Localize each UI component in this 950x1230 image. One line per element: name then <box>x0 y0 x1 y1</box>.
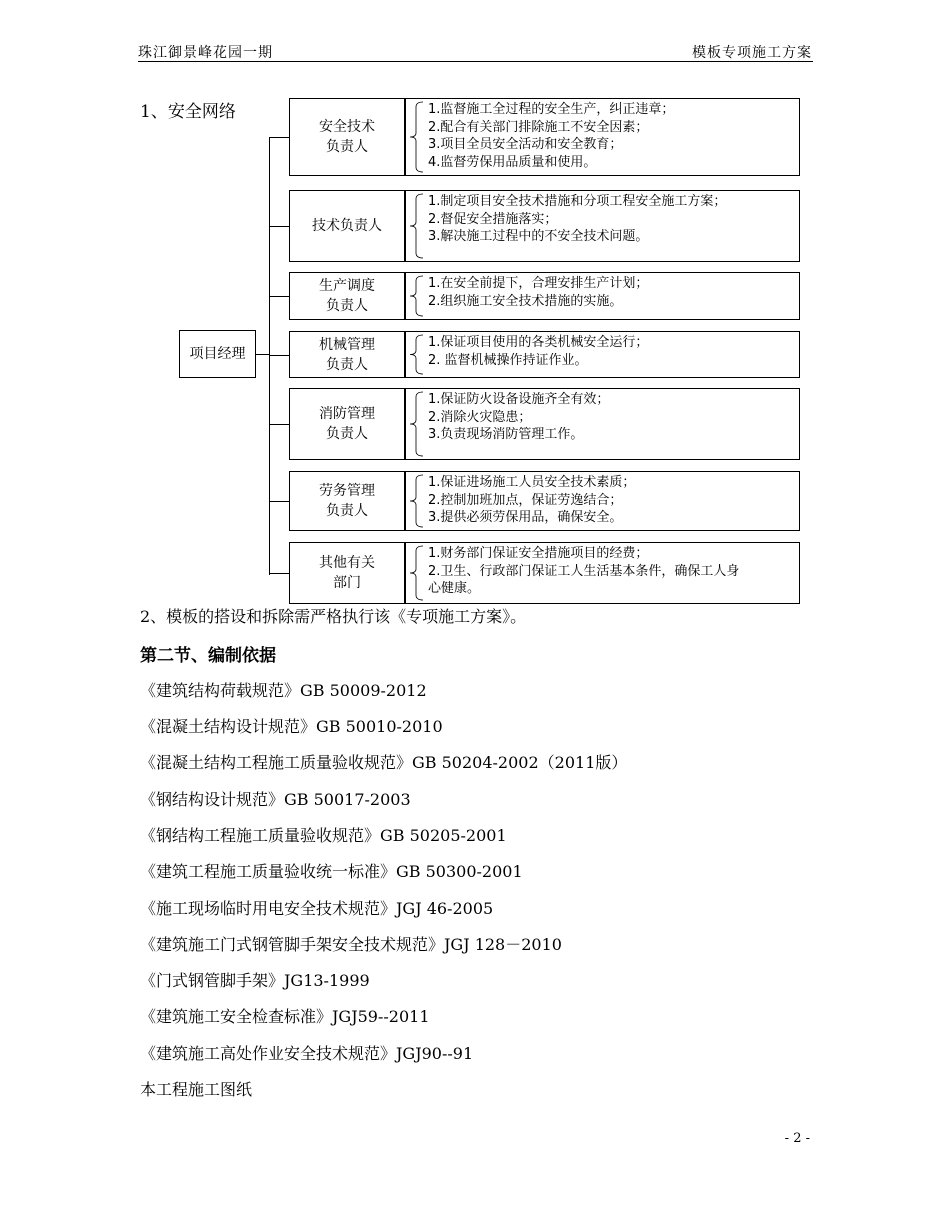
brace-icon <box>407 474 425 528</box>
root-label: 项目经理 <box>189 346 246 362</box>
reference-item: 《混凝土结构工程施工质量验收规范》GB 50204-2002（2011版） <box>140 753 628 772</box>
responsibilities-box <box>405 272 800 320</box>
reference-item: 《混凝土结构设计规范》GB 50010-2010 <box>140 717 443 736</box>
connector-branch <box>269 226 289 227</box>
connector-branch <box>269 424 289 425</box>
reference-item: 《钢结构设计规范》GB 50017-2003 <box>140 790 411 809</box>
brace-icon <box>407 275 425 317</box>
role-box <box>289 331 405 378</box>
role-label: 技术负责人 <box>312 218 382 234</box>
role-box <box>289 98 405 176</box>
connector-trunk <box>269 137 270 575</box>
page-number: - 2 - <box>784 1131 810 1146</box>
connector-branch <box>269 296 289 297</box>
role-label: 生产调度 负责人 <box>319 278 375 314</box>
root-box-project-manager <box>179 330 256 378</box>
role-label: 劳务管理 负责人 <box>319 483 375 519</box>
role-label: 机械管理 负责人 <box>319 336 375 373</box>
duty-item: 3.提供必须劳保用品，确保安全。 <box>428 510 623 525</box>
connector-branch <box>269 501 289 502</box>
duty-item: 1.监督施工全过程的安全生产，纠正违章； <box>428 102 675 117</box>
reference-item: 本工程施工图纸 <box>140 1080 253 1099</box>
brace-icon <box>407 391 425 457</box>
reference-item: 《施工现场临时用电安全技术规范》JGJ 46-2005 <box>140 899 494 918</box>
duty-item: 2. 监督机械操作持证作业。 <box>428 352 588 368</box>
duty-item: 1.保证项目使用的各类机械安全运行； <box>428 335 649 350</box>
connector-branch <box>269 137 289 138</box>
role-box <box>289 542 405 604</box>
role-box <box>289 190 405 262</box>
connector-branch <box>269 355 289 356</box>
role-label: 其他有关 部门 <box>319 555 375 591</box>
reference-item: 《建筑施工安全检查标准》JGJ59--2011 <box>140 1007 430 1026</box>
section-heading-safety-network: 1、安全网络 <box>140 102 236 122</box>
brace-icon <box>407 193 425 259</box>
header-project-name: 珠江御景峰花园一期 <box>138 45 273 61</box>
duty-item: 2.督促安全措施落实； <box>428 211 558 227</box>
responsibilities-box <box>405 331 800 378</box>
duty-item: 4.监督劳保用品质量和使用。 <box>428 154 597 170</box>
reference-item: 《建筑施工高处作业安全技术规范》JGJ90--91 <box>140 1044 474 1063</box>
role-box <box>289 471 405 531</box>
reference-item: 《钢结构工程施工质量验收规范》GB 50205-2001 <box>140 826 507 845</box>
connector-root <box>256 354 270 355</box>
brace-icon <box>407 545 425 601</box>
duty-item: 3.负责现场消防管理工作。 <box>428 427 584 442</box>
duty-item: 心健康。 <box>428 581 481 596</box>
role-label: 安全技术 负责人 <box>319 119 375 155</box>
brace-icon <box>407 334 425 375</box>
brace-icon <box>407 101 425 173</box>
role-label: 消防管理 负责人 <box>319 406 375 442</box>
duty-item: 1.在安全前提下，合理安排生产计划； <box>428 276 649 291</box>
duty-item: 2.控制加班加点，保证劳逸结合； <box>428 492 623 508</box>
reference-item: 《建筑工程施工质量验收统一标准》GB 50300-2001 <box>140 862 523 881</box>
responsibilities-box <box>405 542 800 604</box>
duty-item: 2.消除火灾隐患； <box>428 409 532 425</box>
reference-item: 《建筑结构荷载规范》GB 50009-2012 <box>140 681 427 700</box>
duty-item: 1.保证进场施工人员安全技术素质； <box>428 475 636 490</box>
role-box <box>289 388 405 460</box>
section2-text: 2、模板的搭设和拆除需严格执行该《专项施工方案》。 <box>140 607 527 626</box>
reference-item: 《门式钢管脚手架》JG13-1999 <box>140 971 370 990</box>
responsibilities-box <box>405 388 800 460</box>
duty-item: 1.制定项目安全技术措施和分项工程安全施工方案； <box>428 194 727 209</box>
section-title-basis: 第二节、编制依据 <box>140 646 276 666</box>
responsibilities-box <box>405 471 800 531</box>
duty-item: 2.组织施工安全技术措施的实施。 <box>428 293 623 309</box>
reference-item: 《建筑施工门式钢管脚手架安全技术规范》JGJ 128－2010 <box>140 935 562 954</box>
role-box <box>289 272 405 320</box>
duty-item: 2.卫生、行政部门保证工人生活基本条件，确保工人身 <box>428 563 740 579</box>
connector-branch <box>269 573 289 574</box>
responsibilities-box <box>405 190 800 262</box>
duty-item: 1.财务部门保证安全措施项目的经费； <box>428 546 649 561</box>
duty-item: 2.配合有关部门排除施工不安全因素； <box>428 119 649 135</box>
header-document-title: 模板专项施工方案 <box>692 45 812 61</box>
duty-item: 1.保证防火设备设施齐全有效； <box>428 392 610 407</box>
duty-item: 3.解决施工过程中的不安全技术问题。 <box>428 229 649 244</box>
header-rule <box>138 61 813 62</box>
responsibilities-box <box>405 98 800 176</box>
duty-item: 3.项目全员安全活动和安全教育； <box>428 137 623 152</box>
